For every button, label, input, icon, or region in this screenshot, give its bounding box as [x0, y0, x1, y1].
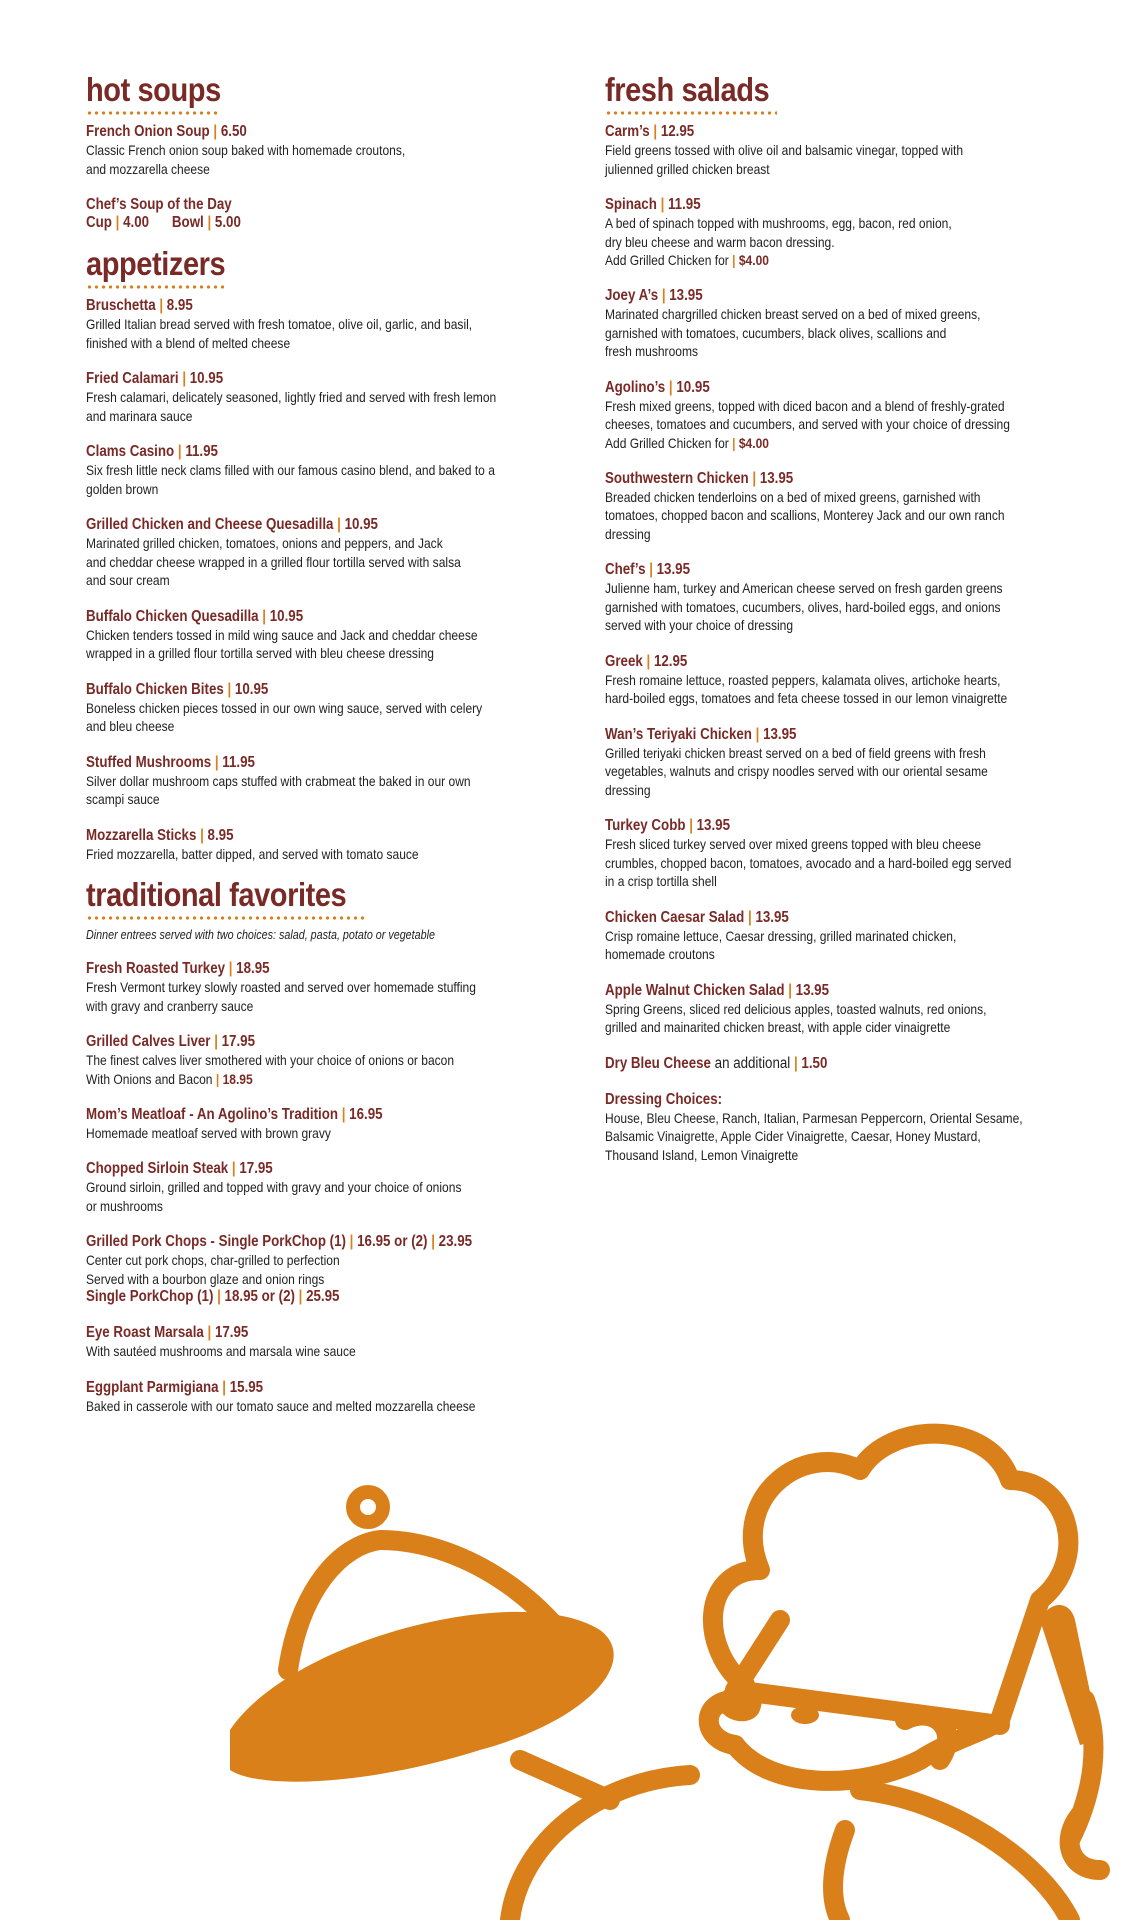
item-price: 10.95: [269, 607, 304, 625]
menu-item-greek: Greek | 12.95 Fresh romaine lettuce, roasted peppers, kalamata olives, artichoke hearts, hard-boiled eggs, tomatoes and feta cheese tossed in our lemon vinaigrette: [605, 653, 1080, 708]
menu-item-wans-teriyaki-chicken: Wan’s Teriyaki Chicken | 13.95 Grilled teriyaki chicken breast served on a bed of field greens with fresh vegetables, walnuts and crispy noodles served with our oriental sesame dressing: [605, 726, 1080, 800]
menu-item-fried-calamari: Fried Calamari | 10.95 Fresh calamari, delicately seasoned, lightly fried and served with fresh lemon and marinara sauce: [86, 370, 566, 425]
item-name: Greek: [605, 652, 643, 670]
item-description: Fresh calamari, delicately seasoned, lightly fried and served with fresh lemon and marinara sauce: [86, 389, 497, 424]
item-name: French Onion Soup: [86, 123, 210, 140]
item-price: 18.95: [236, 960, 270, 977]
item-description: Homemade meatloaf served with brown gravy: [86, 1124, 331, 1141]
item-price: 10.95: [344, 516, 378, 533]
dotted-divider: [86, 285, 226, 289]
dressing-choices: [605, 1091, 1080, 1165]
menu-item-calves-liver: Grilled Calves Liver | 17.95 The finest calves liver smothered with your choice of onions or bacon With Onions and Bacon | 18.95: [86, 1033, 566, 1088]
menu-item-turkey-cobb: Turkey Cobb | 13.95 Fresh sliced turkey served over mixed greens topped with bleu cheese crumbles, chopped bacon, tomatoes, avocado and a hard-boiled egg served in a crisp tortilla shell: [605, 817, 1080, 891]
item-description: A bed of spinach topped with mushrooms, egg, bacon, red onion, dry bleu cheese and warm bacon dressing.: [605, 215, 952, 250]
item-price: 12.95: [660, 123, 695, 140]
item-name: Buffalo Chicken Bites: [86, 680, 224, 698]
entree-note: Dinner entrees served with two choices: salad, pasta, potato or vegetable: [86, 928, 435, 942]
menu-item-agolinos: Agolino’s | 10.95 Fresh mixed greens, topped with diced bacon and a blend of freshly-grated cheeses, tomatoes and cucumbers, and served with your choice of dressing Add Grilled Chicken for | $4.00: [605, 379, 1080, 452]
item-price: 15.95: [229, 1378, 264, 1396]
item-name: Chicken Caesar Salad: [605, 908, 745, 926]
menu-item-clams-casino: Clams Casino | 11.95 Six fresh little neck clams filled with our famous casino blend, and baked to a golden brown: [86, 443, 566, 498]
menu-item-grilled-chicken-quesadilla: Grilled Chicken and Cheese Quesadilla | 10.95 Marinated grilled chicken, tomatoes, onions and peppers, and Jack and cheddar cheese wrapped in a grilled flour tortilla served with salsa and sour cream: [86, 516, 566, 590]
item-name: Chef’s Soup of the Day: [86, 196, 232, 213]
menu-item-buffalo-chicken-quesadilla: Buffalo Chicken Quesadilla | 10.95 Chicken tenders tossed in mild wing sauce and Jack and cheddar cheese wrapped in a grilled flour tortilla served with bleu cheese dressing: [86, 608, 566, 663]
menu-item-sirloin-steak: Chopped Sirloin Steak | 17.95 Ground sirloin, grilled and topped with gravy and your choice of onions or mushrooms: [86, 1160, 566, 1215]
section-title-fresh-salads: fresh salads: [605, 71, 770, 108]
item-price: 23.95: [438, 1233, 473, 1250]
item-price: 13.95: [656, 561, 691, 578]
item-description: Chicken tenders tossed in mild wing sauce and Jack and cheddar cheese wrapped in a grilled flour tortilla served with bleu cheese dressing: [86, 626, 478, 661]
item-description: Baked in casserole with our tomato sauce and melted mozzarella cheese: [86, 1397, 476, 1414]
item-price: 12.95: [653, 652, 688, 670]
item-description: Center cut pork chops, char-grilled to perfection Served with a bourbon glaze and onion rings: [86, 1252, 340, 1287]
menu-item-chefs-soup: Chef’s Soup of the Day Cup | 4.00 Bowl | 5.00: [86, 196, 566, 232]
cup-label: Cup: [86, 214, 112, 231]
item-name: Wan’s Teriyaki Chicken: [605, 725, 752, 743]
item-addon: Add Grilled Chicken for | $4.00: [605, 434, 770, 451]
menu-item-joey-as: Joey A’s | 13.95 Marinated chargrilled chicken breast served on a bed of mixed greens, garnished with tomatoes, cucumbers, black olives, scallions and fresh mushrooms: [605, 287, 1080, 361]
chef-with-cloche-icon: [0, 1380, 1141, 1920]
item-price: 13.95: [759, 469, 794, 487]
item-name: Clams Casino: [86, 443, 175, 460]
item-description: Classic French onion soup baked with homemade croutons, and mozzarella cheese: [86, 142, 406, 177]
item-price: 16.95: [349, 1105, 383, 1123]
right-column: [605, 72, 1080, 1182]
item-description: Crisp romaine lettuce, Caesar dressing, grilled marinated chicken, homemade croutons: [605, 927, 957, 962]
section-title-appetizers: appetizers: [86, 245, 226, 282]
left-column: [86, 72, 566, 1433]
item-price: 13.95: [763, 725, 797, 743]
dotted-divider: [605, 111, 777, 115]
item-name: Chef’s: [605, 561, 646, 578]
item-description: Six fresh little neck clams filled with our famous casino blend, and baked to a golden brown: [86, 462, 495, 497]
item-extra-text: an additional: [714, 1054, 791, 1072]
item-price: 1.50: [801, 1054, 828, 1072]
menu-item-roasted-turkey: Fresh Roasted Turkey | 18.95 Fresh Vermont turkey slowly roasted and served over homemade stuffing with gravy and cranberry sauce: [86, 960, 566, 1015]
menu-item-carms: Carm’s | 12.95 Field greens tossed with olive oil and balsamic vinegar, topped with julienned grilled chicken breast: [605, 123, 1080, 178]
menu-item-eye-roast-marsala: Eye Roast Marsala | 17.95 With sautéed mushrooms and marsala wine sauce: [86, 1324, 566, 1361]
bowl-label: Bowl: [171, 214, 204, 231]
item-name: Stuffed Mushrooms: [86, 753, 212, 771]
item-price: 17.95: [239, 1160, 273, 1177]
item-option: With Onions and Bacon | 18.95: [86, 1070, 253, 1087]
item-description: Grilled teriyaki chicken breast served on a bed of field greens with fresh vegetables, walnuts and crispy noodles served with our oriental sesame dressing: [605, 744, 988, 798]
item-description: Julienne ham, turkey and American cheese served on fresh garden greens garnished with tomatoes, cucumbers, olives, hard-boiled eggs, and onions served with your choice of dressing: [605, 580, 1003, 633]
item-name: Apple Walnut Chicken Salad: [605, 981, 785, 999]
menu-item-pork-chops: Grilled Pork Chops - Single PorkChop (1) | 16.95 or (2) | 23.95 Center cut pork chops, char-grilled to perfection Served with a bourbon glaze and onion rings Single PorkChop (1) | 18.95 or (2) | 25.95: [86, 1233, 566, 1306]
menu-item-apple-walnut-chicken-salad: Apple Walnut Chicken Salad | 13.95 Spring Greens, sliced red delicious apples, toasted walnuts, red onions, grilled and mainarited chicken breast, with apple cider vinaigrette: [605, 982, 1080, 1037]
dressing-list: House, Bleu Cheese, Ranch, Italian, Parmesan Peppercorn, Oriental Sesame, Balsamic Vinaigrette, Apple Cider Vinaigrette, Caesar, Honey Mustard, Thousand Island, Lemon Vinaigrette: [605, 1109, 1023, 1163]
item-price: 8.95: [207, 826, 234, 844]
item-name: Turkey Cobb: [605, 817, 686, 834]
item-description: Fresh sliced turkey served over mixed greens topped with bleu cheese crumbles, chopped bacon, tomatoes, avocado and a hard-boiled egg served in a crisp tortilla shell: [605, 836, 1012, 889]
menu-item-stuffed-mushrooms: Stuffed Mushrooms | 11.95 Silver dollar mushroom caps stuffed with crabmeat the baked in our own scampi sauce: [86, 754, 566, 809]
item-name: Grilled Calves Liver: [86, 1033, 211, 1050]
menu-item-buffalo-chicken-bites: Buffalo Chicken Bites | 10.95 Boneless chicken pieces tossed in our own wing sauce, served with celery and bleu cheese: [86, 681, 566, 736]
item-description: Fried mozzarella, batter dipped, and served with tomato sauce: [86, 845, 419, 862]
menu-item-chefs-salad: Chef’s | 13.95 Julienne ham, turkey and American cheese served on fresh garden greens garnished with tomatoes, cucumbers, olives, hard-boiled eggs, and onions served with your choice of dressing: [605, 561, 1080, 635]
dressing-title: Dressing Choices:: [605, 1090, 723, 1108]
item-price: 17.95: [221, 1033, 256, 1050]
item-price: 13.95: [795, 981, 830, 999]
item-name: Fried Calamari: [86, 370, 179, 387]
dotted-divider: [86, 916, 366, 920]
item-price: 13.95: [669, 287, 703, 304]
item-name: Bruschetta: [86, 297, 156, 314]
item-description: Spring Greens, sliced red delicious apples, toasted walnuts, red onions, grilled and mainarited chicken breast, with apple cider vinaigrette: [605, 1000, 987, 1035]
item-name: Grilled Pork Chops - Single PorkChop (1): [86, 1233, 346, 1250]
item-price: 16.95 or (2): [357, 1233, 428, 1250]
item-description: Silver dollar mushroom caps stuffed with crabmeat the baked in our own scampi sauce: [86, 772, 471, 807]
item-description: Fresh romaine lettuce, roasted peppers, kalamata olives, artichoke hearts, hard-boiled eggs, tomatoes and feta cheese tossed in our lemon vinaigrette: [605, 671, 1008, 706]
menu-item-chicken-caesar-salad: Chicken Caesar Salad | 13.95 Crisp romaine lettuce, Caesar dressing, grilled marinated chicken, homemade croutons: [605, 909, 1080, 964]
item-price: 8.95: [166, 297, 193, 314]
item-name: Agolino’s: [605, 378, 666, 396]
item-price: 11.95: [222, 753, 255, 771]
menu-item-french-onion-soup: French Onion Soup | 6.50 Classic French onion soup baked with homemade croutons, and mozzarella cheese: [86, 123, 566, 178]
item-description: Marinated grilled chicken, tomatoes, onions and peppers, and Jack and cheddar cheese wrapped in a grilled flour tortilla served with salsa and sour cream: [86, 535, 461, 588]
item-name: Mom’s Meatloaf - An Agolino’s Tradition: [86, 1105, 339, 1123]
item-description: Breaded chicken tenderloins on a bed of mixed greens, garnished with tomatoes, chopped bacon and scallions, Monterey Jack and our own ranch dressing: [605, 488, 1005, 542]
item-name: Joey A’s: [605, 287, 659, 304]
section-title-traditional-favorites: traditional favorites: [86, 876, 347, 913]
item-price: 10.95: [189, 370, 224, 387]
item-name: Carm’s: [605, 123, 650, 140]
item-description: The finest calves liver smothered with your choice of onions or bacon: [86, 1052, 455, 1068]
item-price: 13.95: [755, 908, 789, 926]
item-price: 10.95: [676, 378, 710, 396]
menu-item-southwestern-chicken: Southwestern Chicken | 13.95 Breaded chicken tenderloins on a bed of mixed greens, garnished with tomatoes, chopped bacon and scallions, Monterey Jack and our own ranch dressing: [605, 470, 1080, 544]
menu-item-dry-bleu-cheese: Dry Bleu Cheese an additional | 1.50: [605, 1054, 828, 1072]
item-name: Fresh Roasted Turkey: [86, 960, 226, 977]
item-name: Grilled Chicken and Cheese Quesadilla: [86, 516, 334, 533]
item-name: Eggplant Parmigiana: [86, 1378, 219, 1396]
item-name: Buffalo Chicken Quesadilla: [86, 607, 259, 625]
item-price: 11.95: [185, 443, 218, 460]
section-title-hot-soups: hot soups: [86, 71, 221, 108]
item-price: 13.95: [696, 817, 731, 834]
dotted-divider: [86, 111, 221, 115]
item-option: Single PorkChop (1) | 18.95 or (2) | 25.95: [86, 1288, 340, 1305]
bowl-price: 5.00: [214, 214, 241, 231]
item-description: Field greens tossed with olive oil and balsamic vinegar, topped with julienned grilled chicken breast: [605, 142, 964, 177]
item-price: 11.95: [668, 196, 701, 213]
item-description: Boneless chicken pieces tossed in our own wing sauce, served with celery and bleu cheese: [86, 699, 483, 734]
item-name: Chopped Sirloin Steak: [86, 1160, 229, 1177]
item-description: Marinated chargrilled chicken breast served on a bed of mixed greens, garnished with tomatoes, cucumbers, black olives, scallions and fresh mushrooms: [605, 306, 981, 359]
menu-item-bruschetta: Bruschetta | 8.95 Grilled Italian bread served with fresh tomatoe, olive oil, garlic, and basil, finished with a blend of melted cheese: [86, 297, 566, 352]
item-name: Mozzarella Sticks: [86, 826, 197, 844]
menu-item-mozzarella-sticks: Mozzarella Sticks | 8.95 Fried mozzarella, batter dipped, and served with tomato sauce: [86, 827, 566, 864]
item-description: Ground sirloin, grilled and topped with gravy and your choice of onions or mushrooms: [86, 1179, 462, 1214]
item-price: 17.95: [214, 1324, 249, 1341]
item-description: Fresh mixed greens, topped with diced bacon and a blend of freshly-grated cheeses, tomatoes and cucumbers, and served with your choice of dressing: [605, 397, 1010, 432]
item-name: Southwestern Chicken: [605, 469, 749, 487]
item-description: Fresh Vermont turkey slowly roasted and served over homemade stuffing with gravy and cranberry sauce: [86, 979, 476, 1014]
item-addon: Add Grilled Chicken for | $4.00: [605, 252, 770, 268]
menu-item-spinach: Spinach | 11.95 A bed of spinach topped with mushrooms, egg, bacon, red onion, dry bleu cheese and warm bacon dressing. Add Grilled Chicken for | $4.00: [605, 196, 1080, 269]
cup-price: 4.00: [123, 214, 150, 231]
item-name: Spinach: [605, 196, 657, 213]
menu-item-eggplant-parmigiana: Eggplant Parmigiana | 15.95 Baked in casserole with our tomato sauce and melted mozzarella cheese: [86, 1379, 566, 1416]
item-price: 6.50: [220, 123, 247, 140]
item-description: Grilled Italian bread served with fresh tomatoe, olive oil, garlic, and basil, finished with a blend of melted cheese: [86, 316, 473, 351]
item-price: 10.95: [234, 680, 269, 698]
item-description: With sautéed mushrooms and marsala wine sauce: [86, 1343, 356, 1359]
item-name: Dry Bleu Cheese: [605, 1054, 711, 1072]
item-name: Eye Roast Marsala: [86, 1324, 204, 1341]
menu-item-meatloaf: Mom’s Meatloaf - An Agolino’s Tradition | 16.95 Homemade meatloaf served with brown gravy: [86, 1106, 566, 1143]
